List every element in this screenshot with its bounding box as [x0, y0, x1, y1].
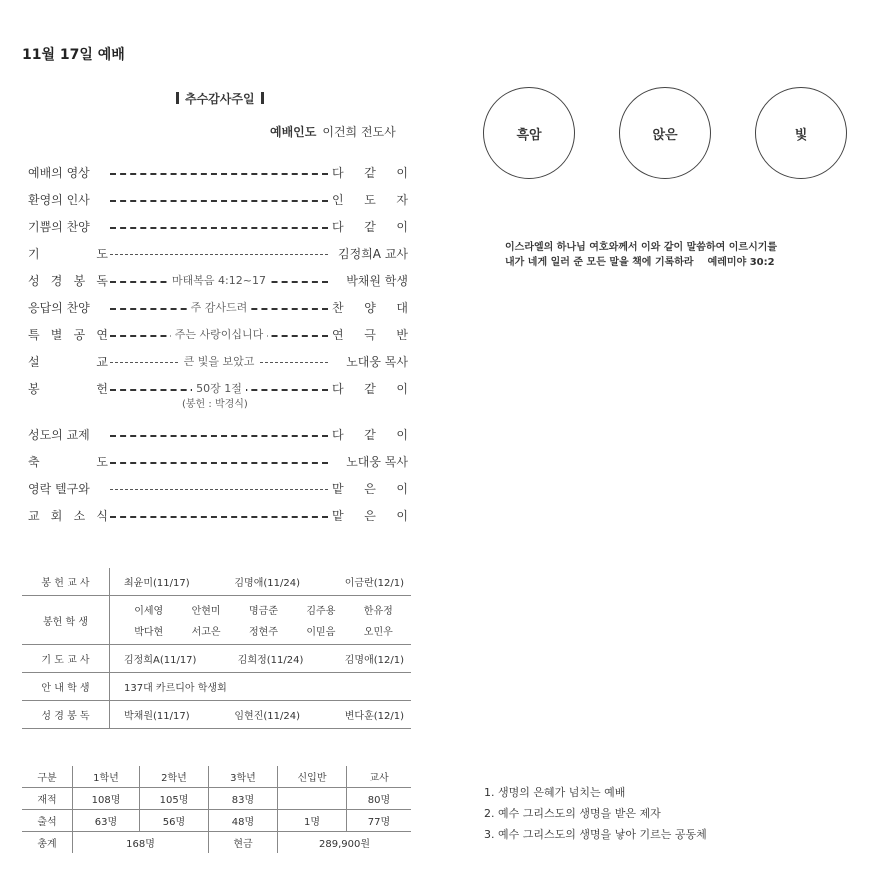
- order-leader-line: [110, 489, 328, 490]
- duty-label: 봉헌 학 생: [22, 596, 110, 645]
- leader-name: 이건희 전도사: [322, 125, 396, 139]
- duty-cell: 이세영 안현미 명금준 김주용 한유정 박다현 서고은 정현주 이믿음 오민우: [110, 596, 412, 645]
- table-header: 2학년: [140, 766, 209, 788]
- order-who: 노대웅 목사: [346, 455, 408, 469]
- church-goals: [484, 782, 707, 845]
- order-name: 예배의 영상: [28, 166, 90, 180]
- order-name: 응답의 찬양: [28, 301, 90, 315]
- order-who: 연 극 반: [332, 328, 408, 342]
- order-who: 다 같 이: [332, 382, 408, 396]
- order-detail: 마태복음 4:12~17: [110, 272, 328, 288]
- order-who: 다 같 이: [332, 428, 408, 442]
- duty-label: 안 내 학 생: [22, 673, 110, 701]
- order-leader-line: [110, 200, 328, 202]
- duty-cell: 137대 카르디아 학생회: [110, 673, 412, 701]
- order-row: [28, 299, 408, 319]
- table-header: 교사: [347, 766, 412, 788]
- order-row: [28, 480, 408, 500]
- table-cell: 현금: [209, 832, 278, 854]
- offering-note: (봉헌 : 박경식): [182, 399, 248, 410]
- order-who: 다 같 이: [332, 220, 408, 234]
- table-cell: 108명: [73, 788, 140, 810]
- circle-keyword: 앉은: [619, 87, 711, 179]
- verse-reference: 예레미야 30:2: [707, 257, 775, 268]
- table-row: [22, 596, 411, 645]
- duty-table: [22, 568, 411, 729]
- table-row: [22, 832, 411, 854]
- attendance-table: [22, 766, 411, 853]
- table-row: [22, 568, 411, 596]
- order-who: 맡 은 이: [332, 482, 408, 496]
- table-cell: 80명: [347, 788, 412, 810]
- table-row: [22, 788, 411, 810]
- order-name: 축 도: [28, 455, 108, 469]
- duty-label: 봉 헌 교 사: [22, 568, 110, 596]
- duty-cell: 김정희A(11/17) 김희정(11/24) 김명애(12/1): [110, 645, 412, 673]
- table-cell: 105명: [140, 788, 209, 810]
- order-who: 노대웅 목사: [346, 355, 408, 369]
- order-name: 영락 텔구와: [28, 482, 90, 496]
- table-row: [22, 645, 411, 673]
- table-cell: 56명: [140, 810, 209, 832]
- order-leader-line: [110, 516, 328, 518]
- order-leader-line: [110, 173, 328, 175]
- page-title: 11월 17일 예배: [22, 47, 125, 63]
- order-name: 환영의 인사: [28, 193, 90, 207]
- order-leader-line: [110, 435, 328, 437]
- table-cell: 63명: [73, 810, 140, 832]
- order-leader-line: [110, 254, 328, 255]
- worship-leader: [270, 123, 396, 140]
- duty-cell: 최윤미(11/17) 김명애(11/24) 이금란(12/1): [110, 568, 412, 596]
- order-name: 설 교: [28, 355, 108, 369]
- order-name: 교 회 소 식: [28, 509, 108, 523]
- theme-bar-left: [176, 92, 179, 104]
- circle-keyword: 흑암: [483, 87, 575, 179]
- theme-text: 추수감사주일: [185, 92, 255, 106]
- duty-label: 기 도 교 사: [22, 645, 110, 673]
- order-leader-line: [110, 462, 328, 464]
- goal-item: 1. 생명의 은혜가 넘치는 예배: [484, 786, 626, 799]
- order-detail: 주는 사랑이십니다: [110, 326, 328, 342]
- order-leader-line: [110, 227, 328, 229]
- duty-cell: 박채원(11/17) 임현진(11/24) 변다훈(12/1): [110, 701, 412, 729]
- scripture-verse: [505, 240, 777, 270]
- order-name: 성도의 교제: [28, 428, 90, 442]
- table-row: [22, 810, 411, 832]
- order-who: 인 도 자: [332, 193, 408, 207]
- table-cell: [278, 788, 347, 810]
- table-cell: 77명: [347, 810, 412, 832]
- table-cell: 48명: [209, 810, 278, 832]
- order-row: [28, 191, 408, 211]
- order-row: [28, 507, 408, 527]
- order-detail: 주 감사드려: [110, 299, 328, 315]
- order-row: [28, 326, 408, 346]
- cash-value: 289,900원: [318, 839, 370, 850]
- leader-label: 예배인도: [270, 125, 317, 139]
- order-row: [28, 245, 408, 265]
- verse-line: 내가 네게 일러 준 모든 말을 책에 기록하라 예레미야 30:2: [505, 257, 775, 268]
- table-cell: 83명: [209, 788, 278, 810]
- table-header: 3학년: [209, 766, 278, 788]
- order-name: 봉 헌: [28, 382, 108, 396]
- order-who: 다 같 이: [332, 166, 408, 180]
- table-header: 구분: [22, 766, 73, 788]
- goal-item: 2. 예수 그리스도의 생명을 받은 제자: [484, 807, 661, 820]
- order-who: 김정희A 교사: [338, 247, 408, 261]
- theme-bar-right: [261, 92, 264, 104]
- table-cell: 총계: [22, 832, 73, 854]
- order-who: 찬 양 대: [332, 301, 408, 315]
- order-detail: 큰 빛을 보았고: [110, 353, 328, 369]
- table-row: [22, 673, 411, 701]
- order-name: 기쁨의 찬양: [28, 220, 90, 234]
- total-value: 168명: [73, 832, 209, 854]
- order-row: [28, 164, 408, 184]
- order-name: 특 별 공 연: [28, 328, 108, 342]
- order-detail: 50장 1절: [110, 380, 328, 396]
- theme-title: [170, 90, 270, 107]
- table-cell: 1명: [278, 810, 347, 832]
- order-name: 기 도: [28, 247, 108, 261]
- order-who: 박채원 학생: [346, 274, 408, 288]
- table-cell: 출석: [22, 810, 73, 832]
- order-row: [28, 218, 408, 238]
- table-row: [22, 701, 411, 729]
- table-header: 1학년: [73, 766, 140, 788]
- order-row: [28, 426, 408, 446]
- circle-keyword: 빛: [755, 87, 847, 179]
- verse-line: 이스라엘의 하나님 여호와께서 이와 같이 말씀하여 이르시기를: [505, 242, 778, 253]
- order-row: [28, 353, 408, 373]
- table-header: 신입반: [278, 766, 347, 788]
- order-row: [28, 272, 408, 292]
- order-name: 성 경 봉 독: [28, 274, 108, 288]
- order-row: [28, 453, 408, 473]
- goal-item: 3. 예수 그리스도의 생명을 낳아 기르는 공동체: [484, 828, 707, 841]
- table-row: [22, 766, 411, 788]
- order-who: 맡 은 이: [332, 509, 408, 523]
- table-cell: 재적: [22, 788, 73, 810]
- duty-label: 성 경 봉 독: [22, 701, 110, 729]
